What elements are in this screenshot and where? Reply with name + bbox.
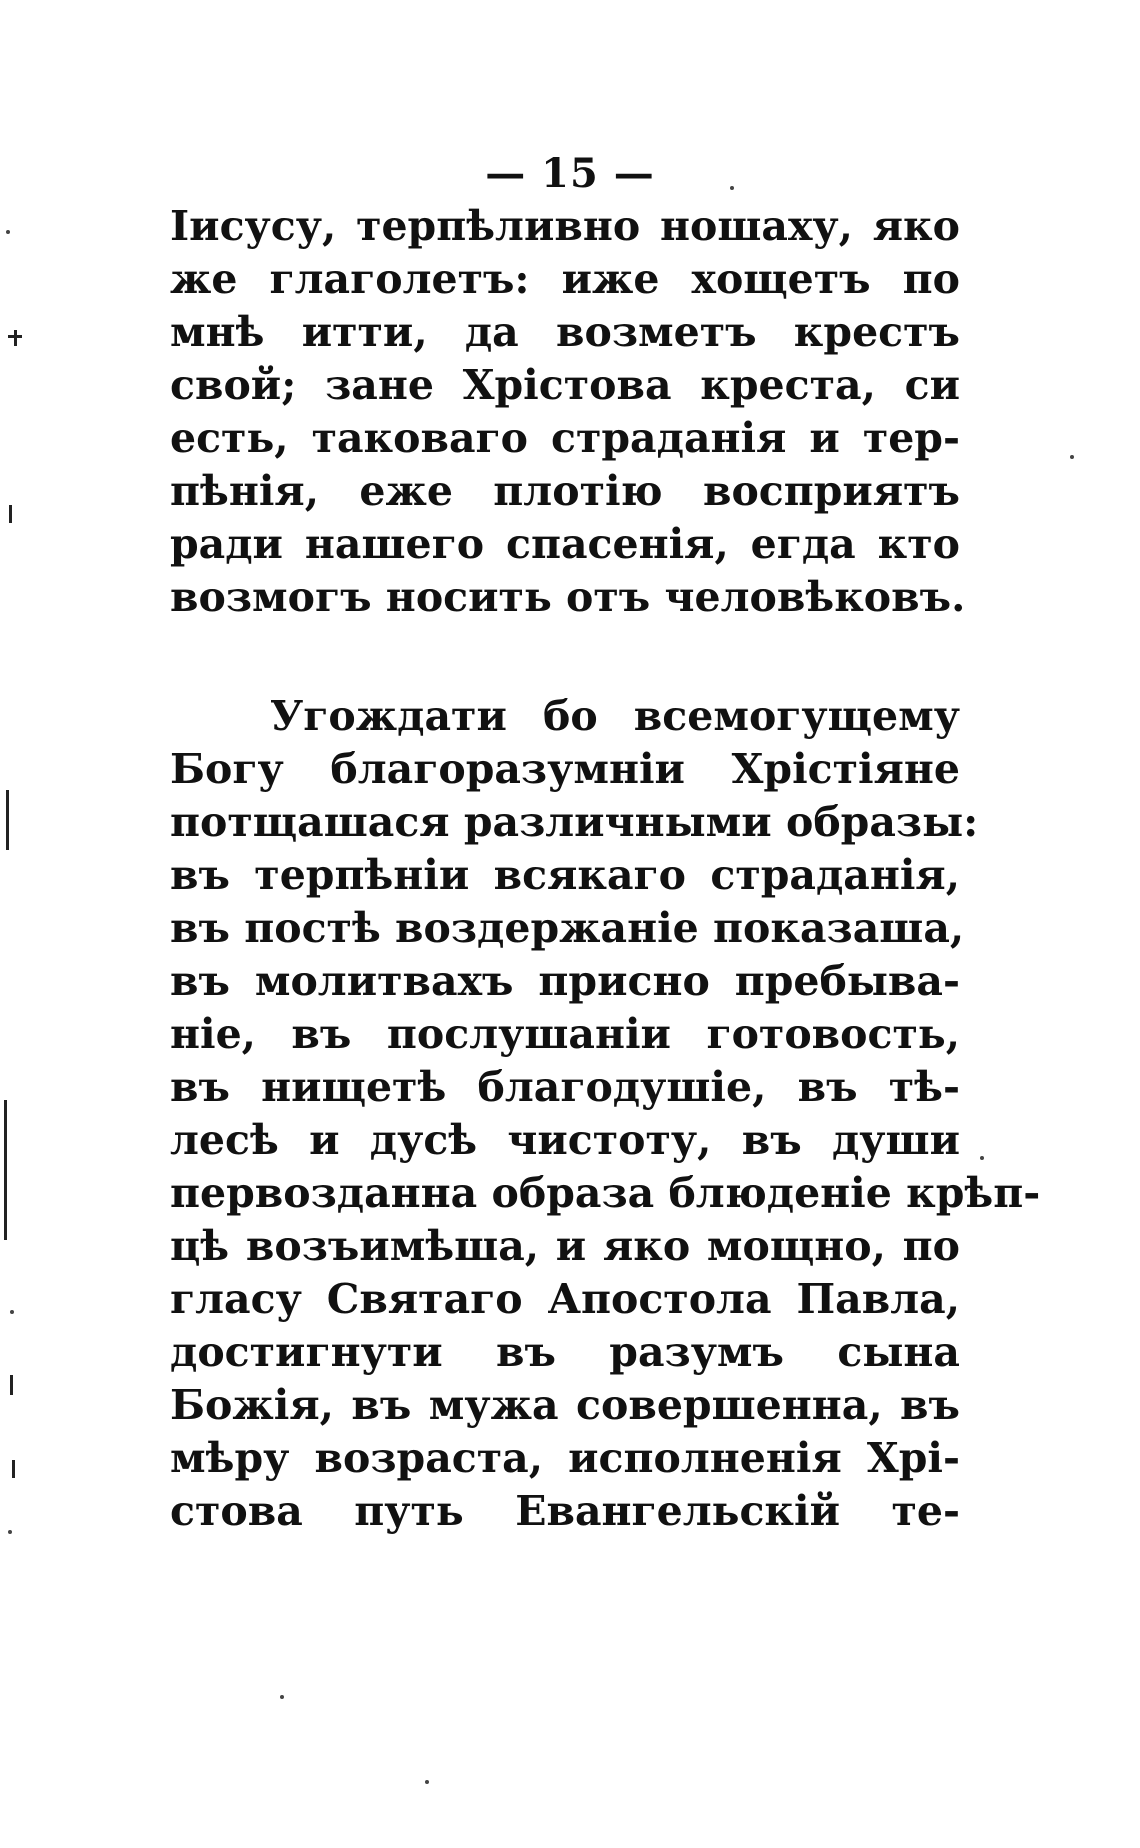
scan-speck	[10, 1310, 14, 1314]
text-line: цѣ возъимѣша, и яко мощно, по	[170, 1222, 960, 1270]
scan-speck	[1070, 455, 1074, 459]
scan-speck	[280, 1695, 284, 1699]
text-line: мѣру возраста, исполненія Хрі-	[170, 1434, 960, 1482]
paragraph	[170, 200, 966, 624]
text-line: ніе, въ послушаніи готовость,	[170, 1010, 960, 1058]
text-line: Угождати бо всемогущему	[270, 692, 960, 740]
scan-margin-mark	[9, 505, 12, 523]
text-line: первозданна образа блюденіе крѣп-	[170, 1169, 1041, 1217]
scan-speck	[8, 1530, 12, 1534]
text-line: въ терпѣніи всякаго страданія,	[170, 851, 960, 899]
paragraph	[170, 690, 1041, 1538]
scan-speck	[425, 1780, 429, 1784]
text-line: возмогъ носить отъ человѣковъ.	[170, 573, 966, 621]
text-line: Богу благоразумніи Хрістіяне	[170, 745, 960, 793]
text-line: ради нашего спасенія, егда кто	[170, 520, 960, 568]
text-line: есть, таковаго страданія и тер-	[170, 414, 960, 462]
scan-margin-mark	[12, 1460, 15, 1478]
scan-margin-mark	[4, 1100, 7, 1240]
text-line: потщашася различными образы:	[170, 798, 979, 846]
text-line: достигнути въ разумъ сына	[170, 1328, 960, 1376]
text-line: въ молитвахъ присно пребыва-	[170, 957, 960, 1005]
scan-speck	[980, 1156, 984, 1160]
scan-speck	[6, 230, 10, 234]
text-line: Іисусу, терпѣливно ношаху, яко	[170, 202, 960, 250]
page-number: — 15 —	[485, 150, 655, 197]
text-line: Божія, въ мужа совершенна, въ	[170, 1381, 960, 1429]
text-line: же глаголетъ: иже хощетъ по	[170, 255, 960, 303]
text-line: лесѣ и дусѣ чистоту, въ души	[170, 1116, 960, 1164]
text-line: въ постѣ воздержаніе показаша,	[170, 904, 965, 952]
text-line: мнѣ итти, да возметъ крестъ	[170, 308, 960, 356]
scan-speck	[730, 186, 734, 190]
text-line: гласу Святаго Апостола Павла,	[170, 1275, 960, 1323]
text-line: свой; зане Хрістова креста, си	[170, 361, 960, 409]
scan-margin-mark	[6, 790, 9, 850]
scan-margin-mark	[10, 1375, 13, 1395]
text-line: въ нищетѣ благодушіе, въ тѣ-	[170, 1063, 960, 1111]
text-line: стова путь Евангельскій те-	[170, 1487, 960, 1535]
scan-margin-mark	[14, 330, 17, 346]
text-line: пѣнія, еже плотію восприятъ	[170, 467, 960, 515]
